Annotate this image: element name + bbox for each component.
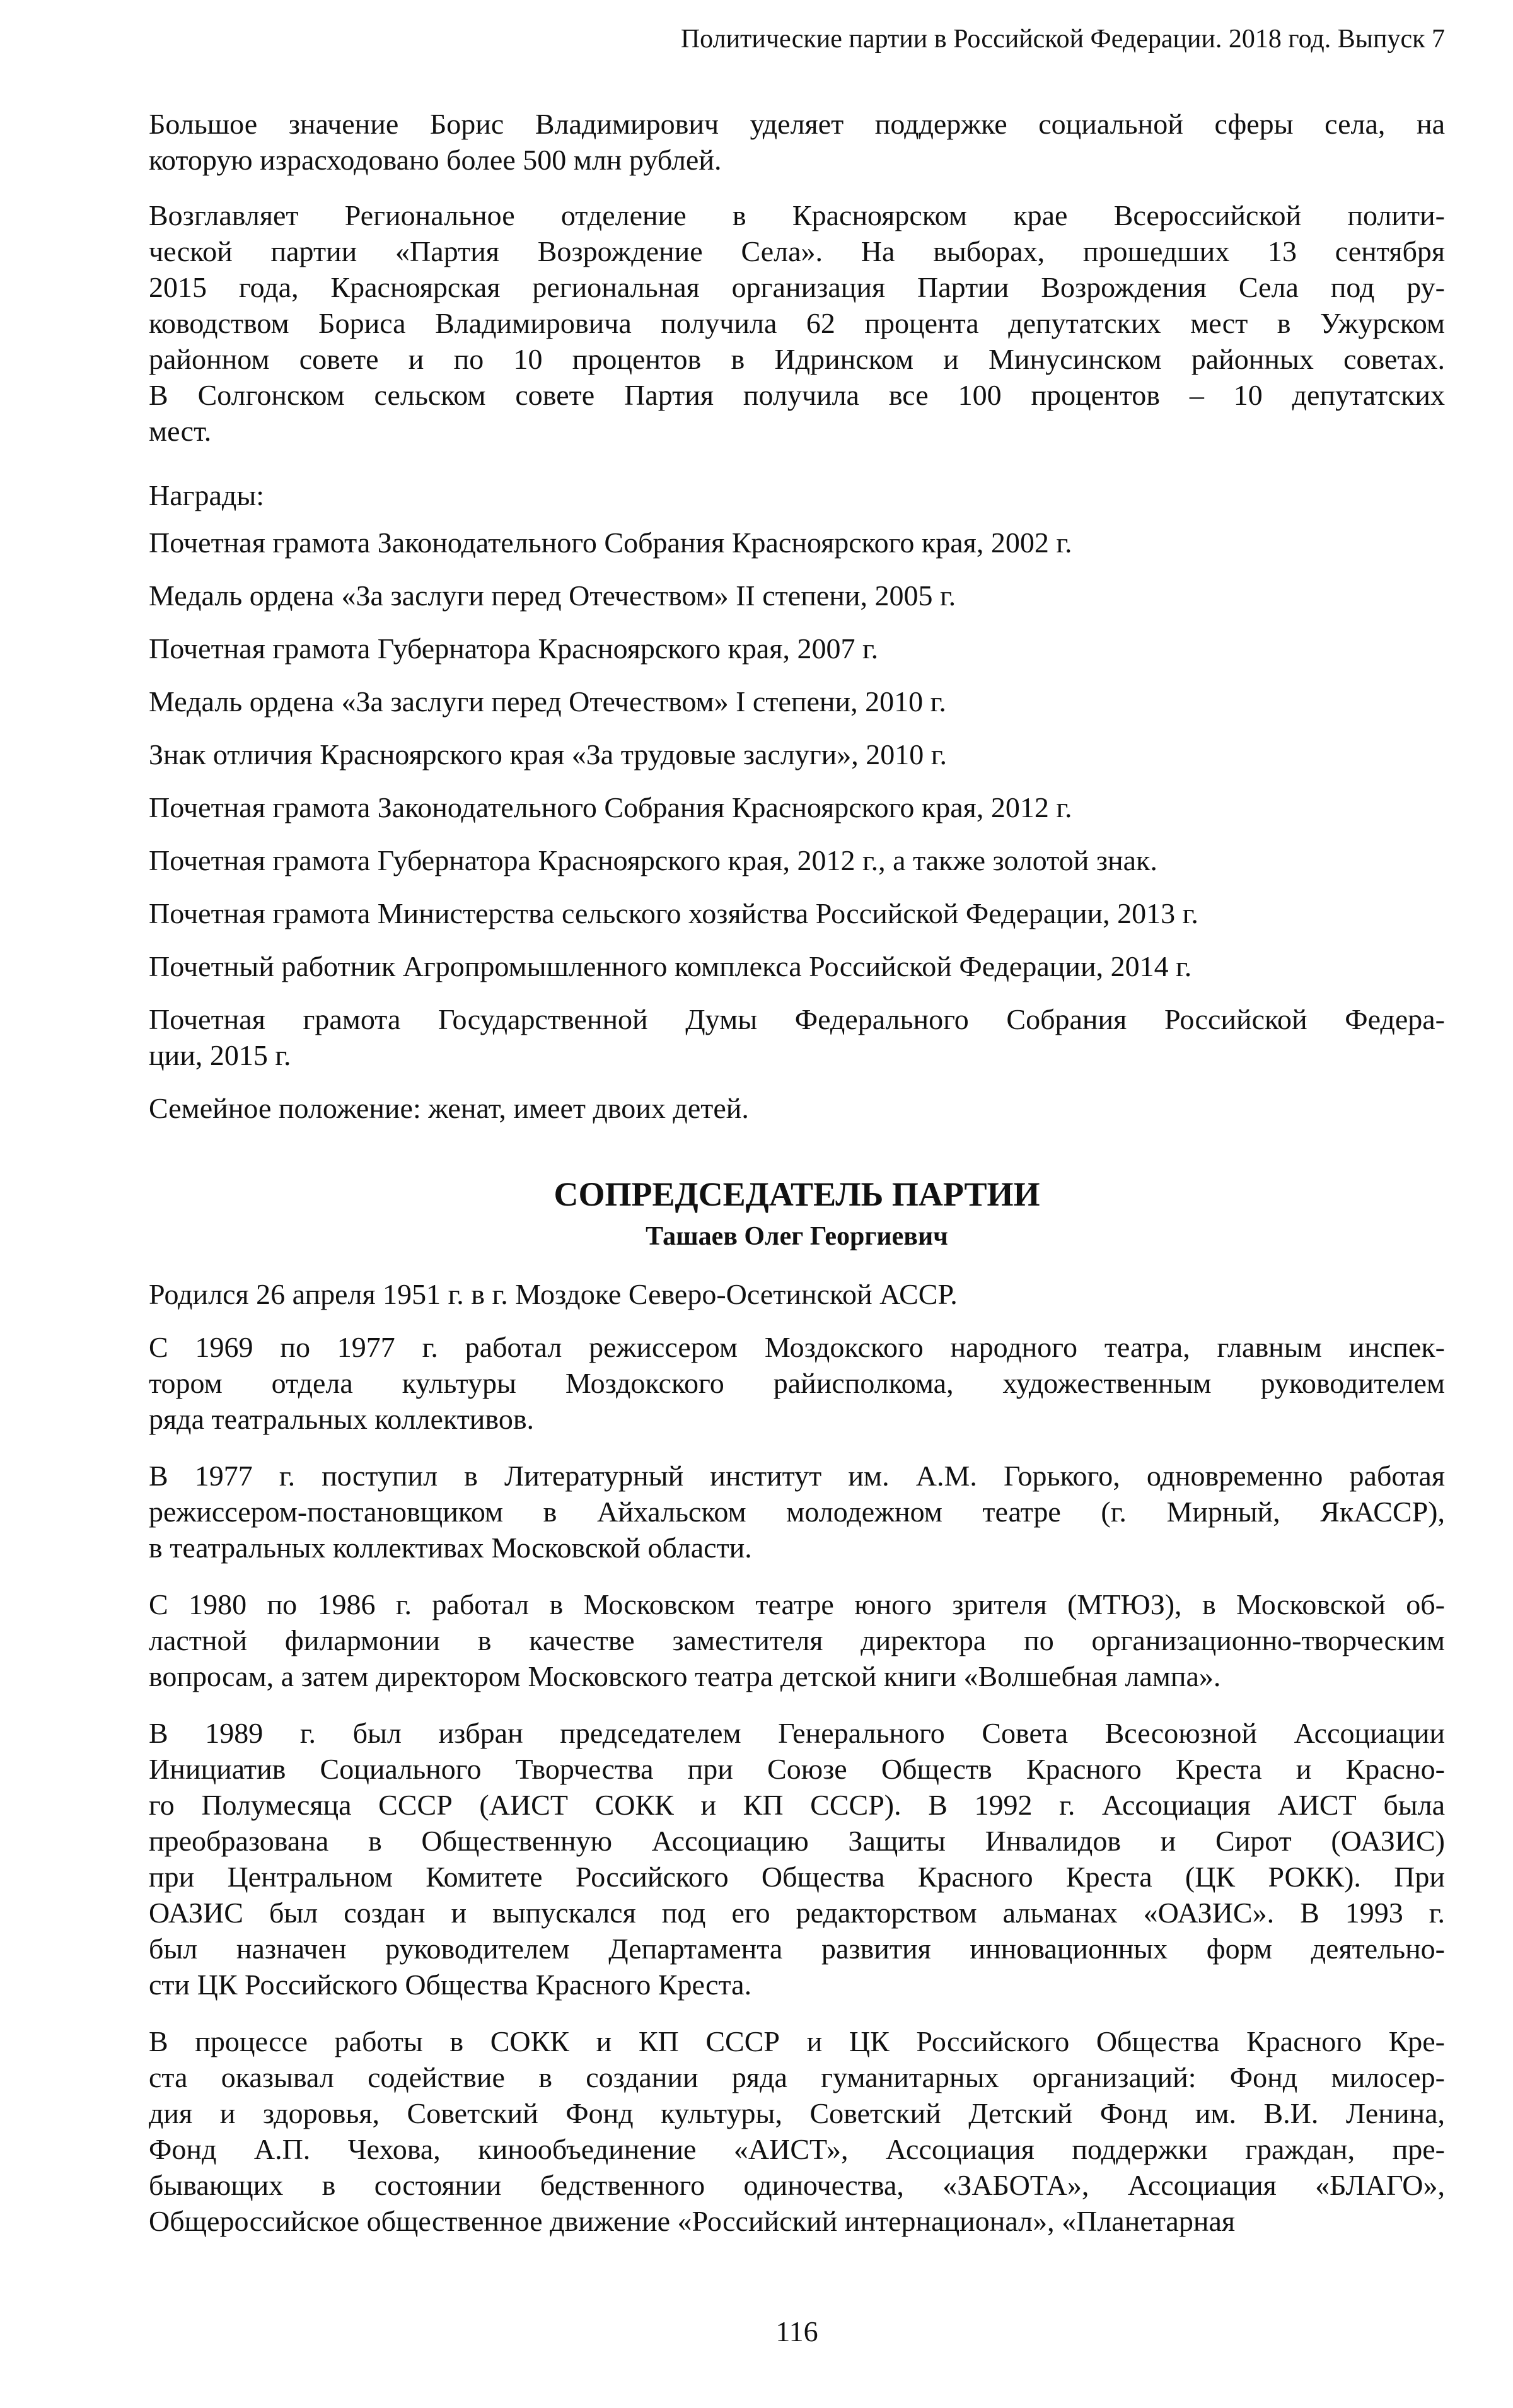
awards-heading: Награды: [149, 479, 265, 511]
award-item: Знак отличия Красноярского края «За трудовые заслуги», 2010 г. [149, 738, 947, 771]
page-number: 116 [775, 2315, 818, 2347]
paragraph-line: мест. [149, 414, 212, 447]
award-item: Почетная грамота Губернатора Красноярского края, 2012 г., а также золотой знак. [149, 844, 1157, 876]
award-item: Почетная грамота Законодательного Собрания Красноярского края, 2012 г. [149, 791, 1072, 823]
paragraph-line: был назначен руководителем Департамента развития инновационных форм деятельно- [149, 1932, 1445, 1965]
paragraph-line: ста оказывал содействие в создании ряда гуманитарных организаций: Фонд милосер- [149, 2061, 1445, 2093]
award-item: Медаль ордена «За заслуги перед Отечеством» I степени, 2010 г. [149, 685, 946, 718]
paragraph-line: вопросам, а затем директором Московского театра детской книги «Волшебная лампа». [149, 1660, 1221, 1692]
paragraph-line: при Центральном Комитете Российского Общества Красного Креста (ЦК РОКК). При [149, 1860, 1445, 1893]
paragraph-line: бывающих в состоянии бедственного одиночества, «ЗАБОТА», Ассоциация «БЛАГО», [149, 2168, 1445, 2201]
award-item: Медаль ордена «За заслуги перед Отечеством» II степени, 2005 г. [149, 579, 956, 612]
paragraph-line: го Полумесяца СССР (АИСТ СОКК и КП СССР). В 1992 г. Ассоциация АИСТ была [149, 1788, 1445, 1821]
paragraph-line: Фонд А.П. Чехова, кинообъединение «АИСТ», Ассоциация поддержки граждан, пре- [149, 2132, 1445, 2165]
paragraph-line: Возглавляет Региональное отделение в Красноярском крае Всероссийской полити- [149, 199, 1445, 231]
award-item: Почетная грамота Министерства сельского хозяйства Российской Федерации, 2013 г. [149, 897, 1198, 929]
paragraph-line: районном совете и по 10 процентов в Идринском и Минусинском районных советах. [149, 342, 1445, 375]
family-status: Семейное положение: женат, имеет двоих детей. [149, 1091, 749, 1124]
paragraph-line: Общероссийское общественное движение «Российский интернационал», «Планетарная [149, 2204, 1236, 2237]
paragraph-line: Инициатив Социального Творчества при Союзе Обществ Красного Креста и Красно- [149, 1752, 1445, 1785]
paragraph-line: в театральных коллективах Московской области. [149, 1531, 752, 1564]
paragraph-line: С 1980 по 1986 г. работал в Московском театре юного зрителя (МТЮЗ), в Московской об- [149, 1588, 1445, 1620]
paragraph-line: которую израсходовано более 500 млн рублей. [149, 143, 722, 176]
paragraph-line: ряда театральных коллективов. [149, 1402, 535, 1435]
paragraph-line: режиссером-постановщиком в Айхальском молодежном театре (г. Мирный, ЯкАССР), [149, 1495, 1445, 1528]
paragraph-line: В процессе работы в СОКК и КП СССР и ЦК Российского Общества Красного Кре- [149, 2025, 1445, 2057]
award-item: Почетный работник Агропромышленного комплекса Российской Федерации, 2014 г. [149, 950, 1192, 982]
paragraph-line: преобразована в Общественную Ассоциацию Защиты Инвалидов и Сирот (ОАЗИС) [149, 1824, 1445, 1857]
paragraph-line: Большое значение Борис Владимирович уделяет поддержке социальной сферы села, на [149, 107, 1445, 140]
paragraph-line: ководством Бориса Владимировича получила 62 процента депутатских мест в Ужурском [149, 306, 1445, 339]
section-title: СОПРЕДСЕДАТЕЛЬ ПАРТИИ [554, 1175, 1040, 1213]
paragraph-line: В 1977 г. поступил в Литературный институт им. А.М. Горького, одновременно работая [149, 1459, 1445, 1492]
birth-info: Родился 26 апреля 1951 г. в г. Моздоке Северо-Осетинской АССР. [149, 1277, 958, 1310]
paragraph-line: сти ЦК Российского Общества Красного Креста. [149, 1968, 752, 2001]
award-item: ции, 2015 г. [149, 1038, 291, 1071]
paragraph-line: ческой партии «Партия Возрождение Села». На выборах, прошедших 13 сентября [149, 235, 1445, 267]
paragraph-line: 2015 года, Красноярская региональная организация Партии Возрождения Села под ру- [149, 270, 1445, 303]
paragraph-line: тором отдела культуры Моздокского райисполкома, художественным руководителем [149, 1366, 1445, 1399]
running-header: Политические партии в Российской Федерации. 2018 год. Выпуск 7 [680, 25, 1445, 54]
paragraph-line: ОАЗИС был создан и выпускался под его редакторством альманах «ОАЗИС». В 1993 г. [149, 1896, 1445, 1929]
paragraph-line: дия и здоровья, Советский Фонд культуры, Советский Детский Фонд им. В.И. Ленина, [149, 2097, 1445, 2129]
paragraph-line: В 1989 г. был избран председателем Генерального Совета Всесоюзной Ассоциации [149, 1716, 1445, 1749]
person-name: Ташаев Олег Георгиевич [646, 1222, 948, 1251]
paragraph-line: С 1969 по 1977 г. работал режиссером Моздокского народного театра, главным инспек- [149, 1330, 1445, 1363]
award-item: Почетная грамота Государственной Думы Федерального Собрания Российской Федера- [149, 1003, 1445, 1035]
paragraph-line: В Солгонском сельском совете Партия получила все 100 процентов – 10 депутатских [149, 378, 1445, 411]
paragraph-line: ластной филармонии в качестве заместителя директора по организационно-творческим [149, 1624, 1445, 1656]
award-item: Почетная грамота Законодательного Собрания Красноярского края, 2002 г. [149, 526, 1072, 559]
award-item: Почетная грамота Губернатора Красноярского края, 2007 г. [149, 632, 879, 665]
